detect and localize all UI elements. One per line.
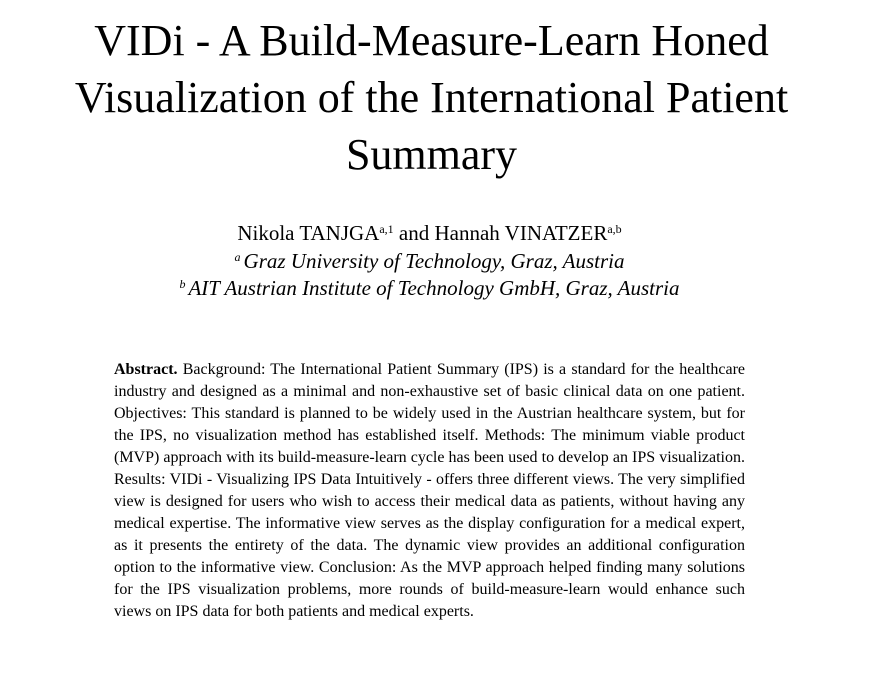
author-affiliation-mark: a,1 (379, 222, 394, 236)
affiliation-mark: b (179, 277, 186, 291)
author-connector: and (393, 221, 435, 245)
title-line: Summary (345, 130, 518, 179)
author-name: Hannah VINATZER (434, 221, 608, 245)
affiliation-text: Graz University of Technology, Graz, Austria (243, 249, 625, 273)
title-line: VIDi - A Build-Measure-Learn Honed (94, 16, 769, 65)
abstract-text: Background: The International Patient Summary (IPS) is a standard for the healthcare industry and designed as a minimal and non-exhaustive set of basic clinical data on one patient. Objectives: This standard is planned to be widely used in the Austrian healthcare system, but for the IPS, no visualization method has established itself. Methods: The minimum viable product (MVP) approach with its build-measure-learn cycle has been used to develop an IPS visualization. Results: VIDi - Visualizing IPS Data Intuitively - offers three different views. The very simplified view is designed for users who wish to access their medical data as patients, without having any medical expertise. The informative view serves as the display configuration for a medical expert, as it presents the entirety of the data. The dynamic view provides an additional configuration option to the informative view. Conclusion: As the MVP approach helped finding many solutions for the IPS visualization problems, more rounds of build-measure-learn would enhance such views on IPS data for both patients and medical experts. (114, 361, 746, 620)
affiliation-text: AIT Austrian Institute of Technology GmbH, Graz, Austria (188, 276, 680, 300)
author-name: Nikola TANJGA (237, 221, 380, 245)
author-affiliation-mark: a,b (607, 222, 622, 236)
abstract (114, 359, 745, 623)
affiliation-mark: a (234, 250, 241, 264)
abstract-label: Abstract. (114, 361, 178, 378)
affiliation-b (0, 275, 859, 302)
title-line: Visualization of the International Patient (74, 73, 789, 122)
author-list (0, 220, 859, 247)
paper-title (20, 12, 843, 183)
affiliation-a (0, 248, 859, 275)
